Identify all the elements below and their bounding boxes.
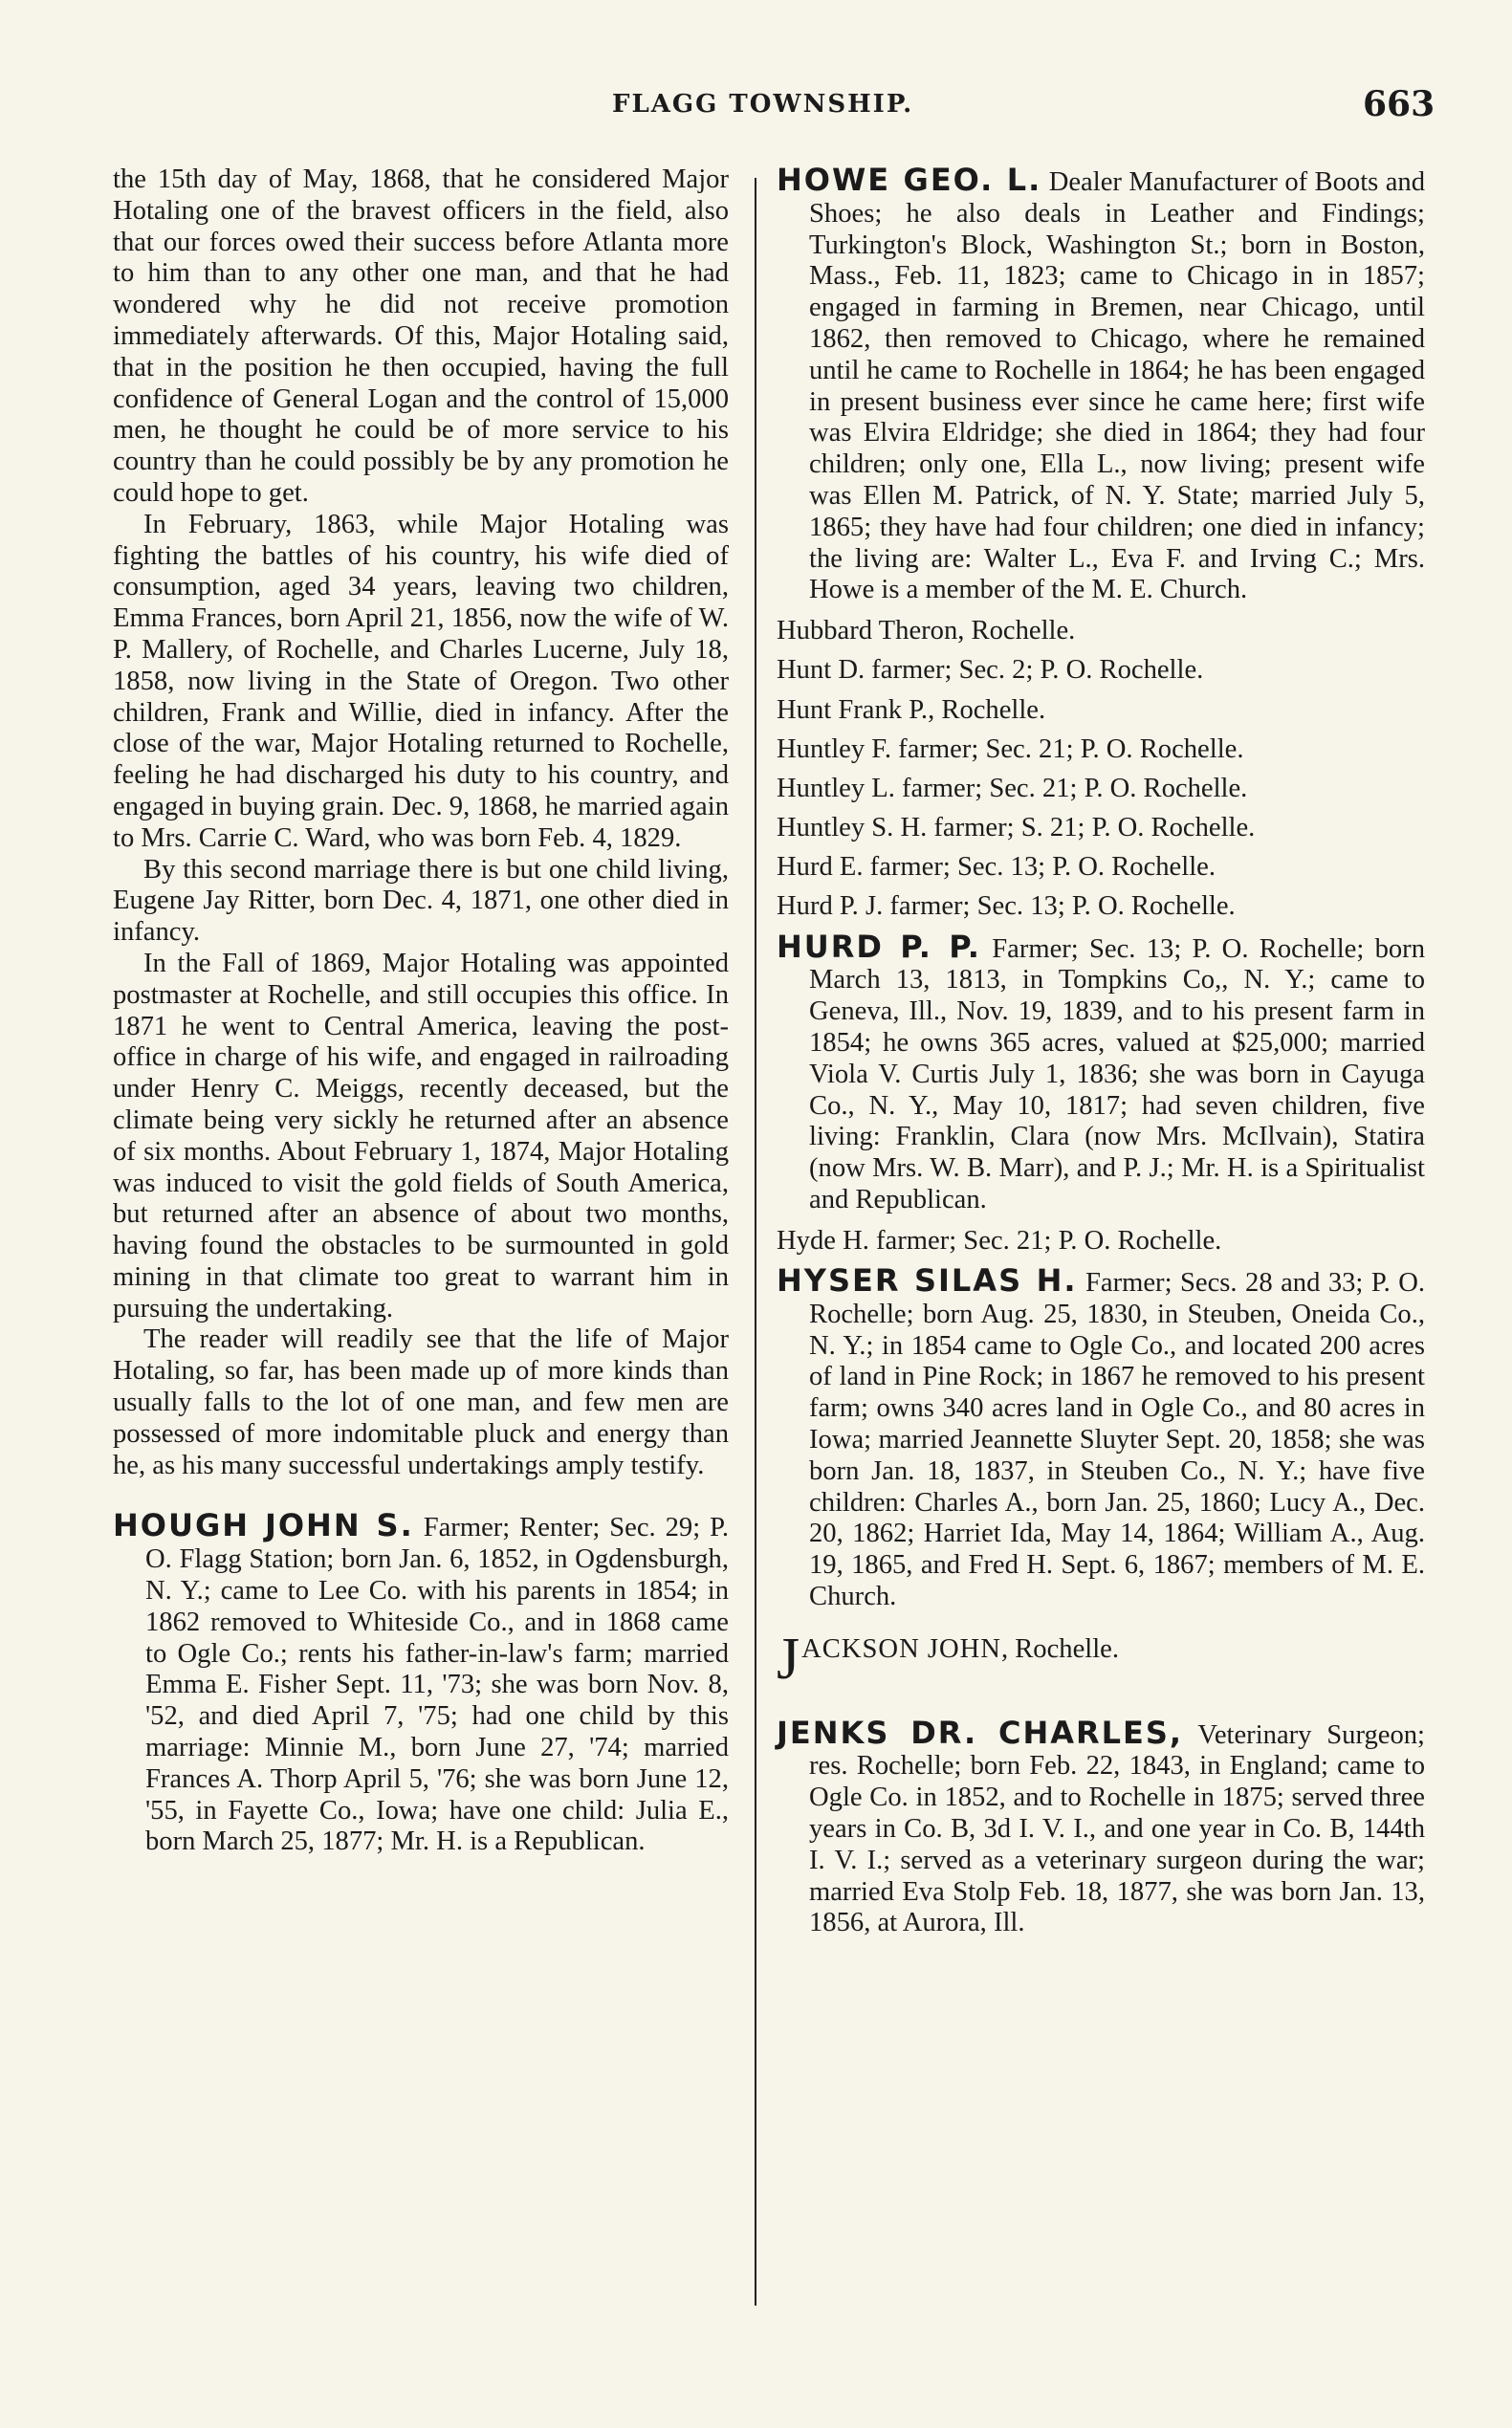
- entry-text: Veterinary Surgeon; res. Rochelle; born Feb. 22, 1843, in England; came to Ogle Co. in 1852, and to Rochelle in 1875; served three years in Co. B, 3d I. V. I., and one year in Co. B, 144th I. V. I.; served as a veterinary surgeon during the war; married Eva Stolp Feb. 18, 1877, she was born Jan. 13, 1856, at Aurora, Ill.: [809, 1719, 1425, 1938]
- entry-name: HYSER SILAS H.: [777, 1262, 1078, 1300]
- short-entry: Hubbard Theron, Rochelle.: [777, 616, 1076, 646]
- biography-entry-jenks: [777, 1714, 1425, 1940]
- paragraph: By this second marriage there is but one child living, Eugene Jay Ritter, born Dec. 4, 1871, one other died in infancy.: [113, 854, 729, 948]
- paragraph: the 15th day of May, 1868, that he considered Major Hotaling one of the bravest officers in the field, also that our forces owed their success before Atlanta more to him than to any other one man, and that he had wondered why he did not receive promotion immediately afterwards. Of this, Major Hotaling said, that in the position he then occupied, having the full confidence of General Logan and the control of 15,000 men, he thought he could be of more service to his country than he could possibly be by any promotion he could hope to get.: [113, 164, 729, 508]
- short-entry: Hurd E. farmer; Sec. 13; P. O. Rochelle.: [777, 852, 1216, 883]
- section-entry-jackson: [777, 1626, 1425, 1692]
- page-number: 663: [1363, 84, 1435, 124]
- entry-name: JENKS DR. CHARLES,: [777, 1714, 1184, 1751]
- drop-cap: J: [777, 1626, 800, 1692]
- short-entry: Huntley F. farmer; Sec. 21; P. O. Rochelle.: [777, 733, 1244, 764]
- biography-entry-howe: [777, 164, 1425, 606]
- paragraph: In the Fall of 1869, Major Hotaling was appointed postmaster at Rochelle, and still occupies this office. In 1871 he went to Central America, leaving the post-office in charge of his wife, and engaged in railroading under Henry C. Meiggs, recently deceased, but the climate being very sickly he returned after an absence of six months. About February 1, 1874, Major Hotaling was induced to visit the gold fields of South America, but returned after an absence of about two months, having found the obstacles to be surmounted in gold mining in that climate too great to warrant him in pursuing the undertaking.: [113, 948, 729, 1323]
- biography-entry-hyser: [777, 1262, 1426, 1613]
- entry-name: ACKSON JOHN: [801, 1633, 1001, 1664]
- short-entry: Hunt D. farmer; Sec. 2; P. O. Rochelle.: [777, 655, 1204, 686]
- short-entry: Huntley L. farmer; Sec. 21; P. O. Rochelle.: [777, 773, 1248, 803]
- short-entry: Huntley S. H. farmer; S. 21; P. O. Rochelle.: [777, 813, 1256, 843]
- biography-entry-hough: [113, 1507, 729, 1858]
- entry-text: Farmer; Secs. 28 and 33; P. O. Rochelle; born Aug. 25, 1830, in Steuben, Oneida Co., N. Y.; in 1854 came to Ogle Co., and located 200 acres of land in Pine Rock; in 1867 he removed to his present farm; owns 340 acres land in Ogle Co., and 80 acres in Iowa; married Jeannette Sluyter Sept. 20, 1858; she was born Jan. 18, 1837, in Steuben Co., N. Y.; have five children: Charles A., born Jan. 25, 1860; Lucy A., Dec. 20, 1862; Harriet Ida, May 14, 1864; William A., Aug. 19, 1865, and Fred H. Sept. 6, 1867; members of M. E. Church.: [809, 1268, 1426, 1611]
- biography-entry-hurd: [777, 928, 1425, 1216]
- running-title: FLAGG TOWNSHIP.: [612, 90, 914, 119]
- left-column: [113, 164, 729, 1868]
- short-entry: Hyde H. farmer; Sec. 21; P. O. Rochelle.: [777, 1225, 1222, 1256]
- paragraph: The reader will readily see that the life of Major Hotaling, so far, has been made up of more kinds than usually falls to the lot of one man, and few men are possessed of more indomitable pluck and energy than he, as his many successful undertakings amply testify.: [113, 1324, 729, 1480]
- paragraph: In February, 1863, while Major Hotaling was fighting the battles of his country, his wife died of consumption, aged 34 years, leaving two children, Emma Frances, born April 21, 1856, now the wife of W. P. Mallery, of Rochelle, and Charles Lucerne, July 18, 1858, now living in the State of Oregon. Two other children, Frank and Willie, died in infancy. After the close of the war, Major Hotaling returned to Rochelle, feeling he had discharged his duty to his country, and engaged in buying grain. Dec. 9, 1868, he married again to Mrs. Carrie C. Ward, who was born Feb. 4, 1829.: [113, 509, 729, 853]
- entry-name: HURD P. P.: [777, 928, 981, 965]
- entry-text: , Rochelle.: [1000, 1633, 1120, 1664]
- entry-text: Farmer; Sec. 13; P. O. Rochelle; born March 13, 1813, in Tompkins Co,, N. Y.; came to Geneva, Ill., Nov. 19, 1839, and to his present farm in 1854; he owns 365 acres, valued at $25,000; married Viola V. Curtis July 1, 1836; she was born in Cayuga Co., N. Y., May 10, 1817; had seven children, five living: Franklin, Clara (now Mrs. McIlvain), Statira (now Mrs. W. B. Marr), and P. J.; Mr. H. is a Spiritualist and Republican.: [809, 933, 1425, 1215]
- short-entry: Hurd P. J. farmer; Sec. 13; P. O. Rochelle.: [777, 891, 1236, 922]
- column-divider: [755, 178, 756, 2306]
- entry-name: HOWE GEO. L.: [777, 162, 1042, 198]
- entry-text: Farmer; Renter; Sec. 29; P. O. Flagg Station; born Jan. 6, 1852, in Ogdensburgh, N. Y.; came to Lee Co. with his parents in 1854; in 1862 removed to Whiteside Co., and in 1868 came to Ogle Co.; rents his father-in-law's farm; married Emma E. Fisher Sept. 11, '73; she was born Nov. 8, '52, and died April 7, '75; had one child by this marriage: Minnie M., born June 27, '74; married Frances A. Thorp April 5, '76; she was born June 12, '55, in Fayette Co., Iowa; have one child: Julia E., born March 25, 1877; Mr. H. is a Republican.: [145, 1513, 729, 1857]
- entry-name: HOUGH JOHN S.: [113, 1507, 414, 1544]
- page-header: [0, 84, 1512, 122]
- short-entry: Hunt Frank P., Rochelle.: [777, 694, 1046, 725]
- right-column: [777, 164, 1425, 1949]
- entry-text: Dealer Manufacturer of Boots and Shoes; he also deals in Leather and Findings; Turkington's Block, Washington St.; born in Boston, Mass., Feb. 11, 1823; came to Chicago in in 1857; engaged in farming in Bremen, near Chicago, until 1862, then removed to Chicago, where he remained until he came to Rochelle in 1864; he has been engaged in present business ever since he came here; first wife was Elvira Eldridge; she died in 1864; they had four children; only one, Ella L., now living; present wife was Ellen M. Patrick, of N. Y. State; married July 5, 1865; they have had four children; one died in infancy; the living are: Walter L., Eva F. and Irving C.; Mrs. Howe is a member of the M. E. Church.: [809, 167, 1425, 605]
